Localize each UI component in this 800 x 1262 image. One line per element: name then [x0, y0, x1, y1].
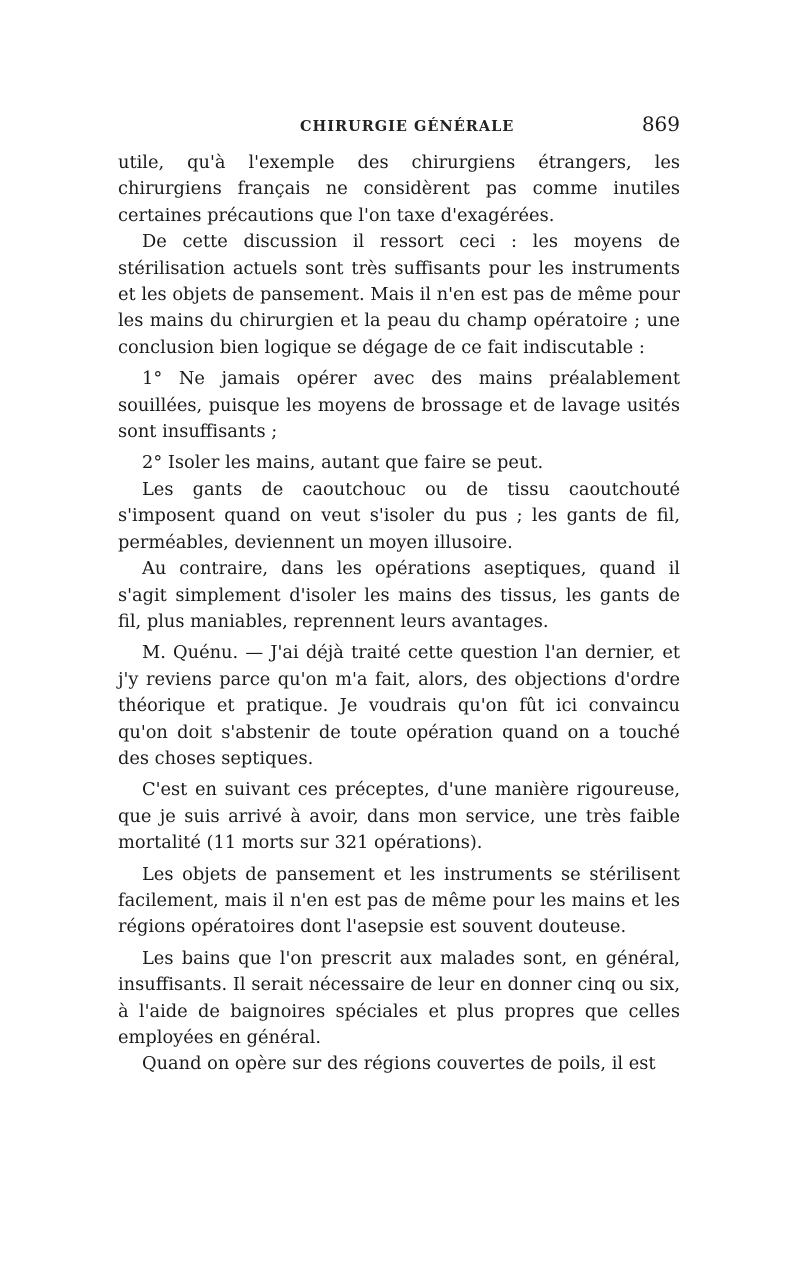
- paragraph: Les bains que l'on prescrit aux malades sont, en général, insuffisants. Il serait nécessaire de leur en donner cinq ou six, à l'aide de baignoires spéciales et plus propres que celles employées en général.: [118, 947, 680, 1048]
- paragraph: utile, qu'à l'exemple des chirurgiens étrangers, les chirurgiens français ne considèrent pas comme inutiles certaines précautions que l'on taxe d'exagérées.: [118, 152, 680, 226]
- paragraph: Au contraire, dans les opérations aseptiques, quand il s'agit simplement d'isoler les mains des tissus, les gants de fil, plus maniables, reprennent leurs avantages.: [118, 558, 680, 632]
- running-title: CHIRURGIE GÉNÉRALE: [300, 118, 515, 135]
- paragraph: Quand on opère sur des régions couvertes de poils, il est: [142, 1053, 656, 1075]
- page-header: [118, 112, 680, 142]
- paragraph: 2° Isoler les mains, autant que faire se peut.: [142, 452, 544, 474]
- paragraph: De cette discussion il ressort ceci : les moyens de stérilisation actuels sont très suffisants pour les instruments et les objets de pansement. Mais il n'en est pas de même pour les mains du chirurgien et la peau du champ opératoire ; une conclusion bien logique se dégage de ce fait indiscutable :: [118, 231, 680, 358]
- paragraph: 1° Ne jamais opérer avec des mains préalablement souillées, puisque les moyens de brossage et de lavage usités sont insuffisants ;: [118, 368, 680, 443]
- body-text: [118, 150, 680, 1078]
- paragraph: C'est en suivant ces préceptes, d'une manière rigoureuse, que je suis arrivé à avoir, dans mon service, une très faible mortalité (11 morts sur 321 opérations).: [118, 779, 680, 854]
- paragraph: Les gants de caoutchouc ou de tissu caoutchouté s'imposent quand on veut s'isoler du pus ; les gants de fil, perméables, deviennent un moyen illusoire.: [118, 478, 680, 553]
- paragraph: Les objets de pansement et les instruments se stérilisent facilement, mais il n'en est pas de même pour les mains et les régions opératoires dont l'asepsie est souvent douteuse.: [118, 863, 680, 938]
- page-number: 869: [641, 112, 680, 136]
- paragraph: M. Quénu. — J'ai déjà traité cette question l'an dernier, et j'y reviens parce qu'on m'a fait, alors, des objections d'ordre théorique et pratique. Je voudrais qu'on fût ici convaincu qu'on doit s'abstenir de toute opération quand on a touché des choses septiques.: [118, 642, 680, 769]
